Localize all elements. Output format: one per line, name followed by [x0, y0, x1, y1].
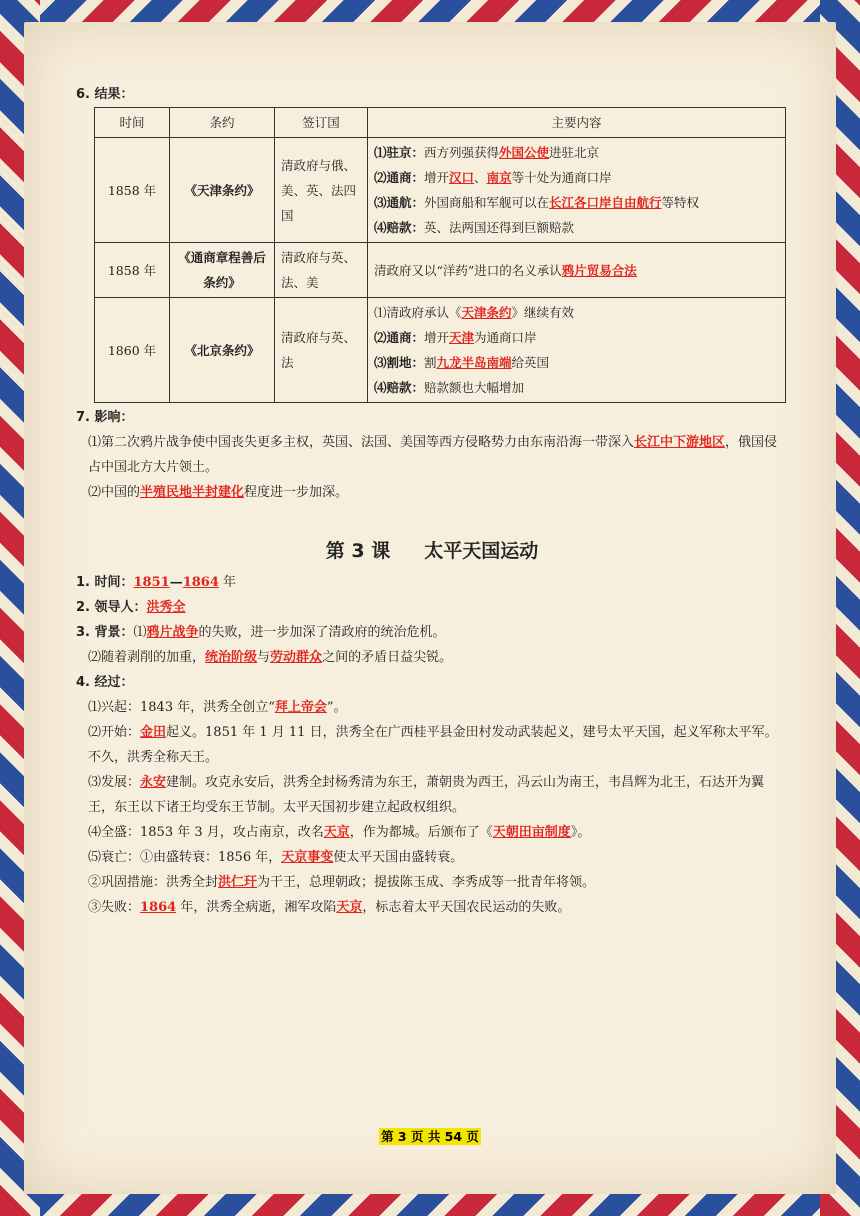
answer-text: 天朝田亩制度 — [492, 825, 571, 840]
table-header-row — [95, 108, 786, 138]
text-run: ③失败： — [88, 900, 141, 915]
answer-text: 鸦片战争 — [146, 625, 199, 640]
text-run: 建制。攻克永安后，洪秀全封杨秀清为东王，萧朝贵为西王，冯云山为南王，韦昌辉为北王，石达开为翼王，东王以下诸王均受东王节制。太平天国初步建立起政权组织。 — [88, 775, 765, 815]
content-line — [374, 215, 779, 240]
lesson-line — [76, 895, 788, 920]
text-run: ⑵开始： — [88, 725, 141, 740]
item-heading: 1. 时间： — [76, 575, 134, 590]
text-run: ⑴ — [133, 625, 147, 640]
item-heading: 3. 背景： — [76, 625, 134, 640]
cell-content — [368, 243, 786, 298]
cell-time: 1860 年 — [95, 298, 170, 403]
bold-label: ⑶割地： — [374, 355, 425, 370]
cell-treaty: 《通商章程善后条约》 — [170, 243, 275, 298]
text-run: 清政府又以“洋药”进口的名义承认 — [374, 262, 562, 278]
text-run: 割 — [424, 355, 437, 370]
cell-content — [368, 138, 786, 243]
answer-text: 统治阶级 — [205, 650, 258, 665]
text-run: 程度进一步加深。 — [244, 485, 349, 500]
content-line — [374, 165, 779, 190]
text-run: ，标志着太平天国农民运动的失败。 — [362, 900, 571, 915]
lesson-line — [76, 570, 788, 595]
impact-paragraph — [76, 480, 788, 505]
section-6-heading: 6. 结果： — [76, 87, 134, 102]
item-heading: 4. 经过： — [76, 675, 134, 690]
content-line — [374, 258, 779, 283]
answer-text: 洪仁玕 — [218, 875, 258, 890]
header-content: 主要内容 — [368, 108, 786, 138]
answer-text: 天京事变 — [281, 850, 334, 865]
text-run: 、 — [474, 170, 487, 185]
text-run: 英、法两国还得到巨额赔款 — [424, 220, 575, 235]
answer-text: 九龙半岛南端 — [436, 355, 512, 370]
text-run: ⑴第二次鸦片战争使中国丧失更多主权，英国、法国、美国等西方侵略势力由东南沿海一带深入 — [88, 435, 635, 450]
cell-content — [368, 298, 786, 403]
lesson-line — [76, 695, 788, 720]
content-line — [374, 300, 779, 325]
content-line — [374, 350, 779, 375]
answer-text: 1851 — [133, 575, 170, 590]
table-row — [95, 243, 786, 298]
cell-time: 1858 年 — [95, 138, 170, 243]
text-run: 年，洪秀全病逝，湘军攻陷 — [176, 900, 337, 915]
bold-label: ⑶通航： — [374, 195, 425, 210]
answer-text: 天津条约 — [461, 305, 512, 320]
text-run: 增开 — [424, 170, 450, 185]
lesson-line — [76, 645, 788, 670]
cell-treaty: 《北京条约》 — [170, 298, 275, 403]
text-run: 进驻北京 — [549, 145, 600, 160]
answer-text: 劳动群众 — [270, 650, 323, 665]
lesson-line — [76, 820, 788, 845]
text-run: 等十处为通商口岸 — [511, 170, 612, 185]
table-body — [95, 138, 786, 403]
answer-text: 拜上帝会 — [274, 700, 327, 715]
text-run: 起义。1851 年 1 月 11 日，洪秀全在广西桂平县金田村发动武装起义，建号太平天国，起义军称太平军。不久，洪秀全称天王。 — [88, 725, 778, 765]
document-content — [76, 82, 788, 920]
treaty-table — [94, 107, 786, 403]
bold-label: ⑴驻京： — [374, 145, 425, 160]
cell-country: 清政府与俄、美、英、法四国 — [275, 138, 368, 243]
content-line — [374, 325, 779, 350]
text-run: 年 — [218, 575, 237, 590]
text-run: ，俄国侵占中国北方大片领土。 — [88, 435, 778, 475]
bold-label: ⑵通商： — [374, 170, 425, 185]
answer-text: 南京 — [486, 170, 512, 185]
section-7-heading: 7. 影响： — [76, 410, 134, 425]
bold-label: ⑵通商： — [374, 330, 425, 345]
text-run: 等特权 — [661, 195, 700, 210]
lesson-line — [76, 770, 788, 820]
text-run: 外国商船和军舰可以在 — [424, 195, 550, 210]
lesson-number: 第 3 课 — [325, 540, 391, 562]
lesson-line — [76, 670, 788, 695]
answer-text: 长江各口岸自由航行 — [549, 195, 662, 210]
answer-text: 汉口 — [449, 170, 475, 185]
table-row — [95, 138, 786, 243]
page-number: 第 3 页 共 54 页 — [381, 1129, 479, 1144]
lesson-line — [76, 595, 788, 620]
answer-text: 天京 — [336, 900, 363, 915]
item-heading: 2. 领导人： — [76, 600, 147, 615]
text-run: ，作为都城。后颁布了《 — [349, 825, 493, 840]
lesson-name: 太平天国运动 — [424, 540, 539, 562]
lesson-line — [76, 720, 788, 770]
page-footer — [0, 1126, 860, 1145]
answer-text: 永安 — [140, 775, 167, 790]
text-run: ”。 — [326, 700, 347, 715]
impact-paragraph — [76, 430, 788, 480]
cell-country: 清政府与英、法 — [275, 298, 368, 403]
text-run: 》。 — [570, 825, 591, 840]
text-run: ⑷全盛：1853 年 3 月，攻占南京，改名 — [88, 825, 324, 840]
answer-text: 半殖民地半封建化 — [140, 485, 245, 500]
text-run: ⑵随着剥削的加重， — [88, 650, 206, 665]
text-run: 为通商口岸 — [474, 330, 537, 345]
answer-text: 长江中下游地区 — [634, 435, 726, 450]
text-run: ②巩固措施：洪秀全封 — [88, 875, 219, 890]
text-run: 》继续有效 — [511, 305, 575, 320]
text-run: 之间的矛盾日益尖锐。 — [322, 650, 453, 665]
lesson-line — [76, 620, 788, 645]
header-time: 时间 — [95, 108, 170, 138]
answer-text: 鸦片贸易合法 — [561, 262, 637, 278]
text-run: 增开 — [424, 330, 450, 345]
text-run: 西方列强获得 — [424, 145, 500, 160]
answer-text: 1864 — [182, 575, 219, 590]
cell-country: 清政府与英、法、美 — [275, 243, 368, 298]
cell-time: 1858 年 — [95, 243, 170, 298]
text-run: ⑴清政府承认《 — [374, 305, 462, 320]
lesson-title — [76, 539, 788, 564]
content-line — [374, 375, 779, 400]
text-run: 的失败，进一步加深了清政府的统治危机。 — [198, 625, 446, 640]
content-line — [374, 190, 779, 215]
text-run: ⑶发展： — [88, 775, 141, 790]
text-run: 赔款额也大幅增加 — [424, 380, 525, 395]
content-line — [374, 140, 779, 165]
header-treaty: 条约 — [170, 108, 275, 138]
text-run: 使太平天国由盛转衰。 — [333, 850, 464, 865]
text-run: ⑵中国的 — [88, 485, 141, 500]
text-run: ⑸衰亡：①由盛转衰：1856 年， — [88, 850, 282, 865]
lesson-line — [76, 845, 788, 870]
text-run: ⑴兴起：1843 年，洪秀全创立“ — [88, 700, 275, 715]
answer-text: 1864 — [140, 900, 177, 915]
answer-text: 洪秀全 — [146, 600, 186, 615]
header-country: 签订国 — [275, 108, 368, 138]
cell-treaty: 《天津条约》 — [170, 138, 275, 243]
section-7-body — [76, 430, 788, 505]
answer-text: 金田 — [140, 725, 167, 740]
lesson-body — [76, 570, 788, 920]
text-run: 与 — [257, 650, 271, 665]
answer-text: 天京 — [323, 825, 350, 840]
bold-label: — — [169, 575, 183, 590]
answer-text: 外国公使 — [499, 145, 550, 160]
bold-label: ⑷赔款： — [374, 380, 425, 395]
lesson-line — [76, 870, 788, 895]
bold-label: ⑷赔款： — [374, 220, 425, 235]
text-run: 给英国 — [511, 355, 550, 370]
answer-text: 天津 — [449, 330, 475, 345]
text-run: 为干王，总理朝政；提拔陈玉成、李秀成等一批青年将领。 — [257, 875, 596, 890]
table-row — [95, 298, 786, 403]
